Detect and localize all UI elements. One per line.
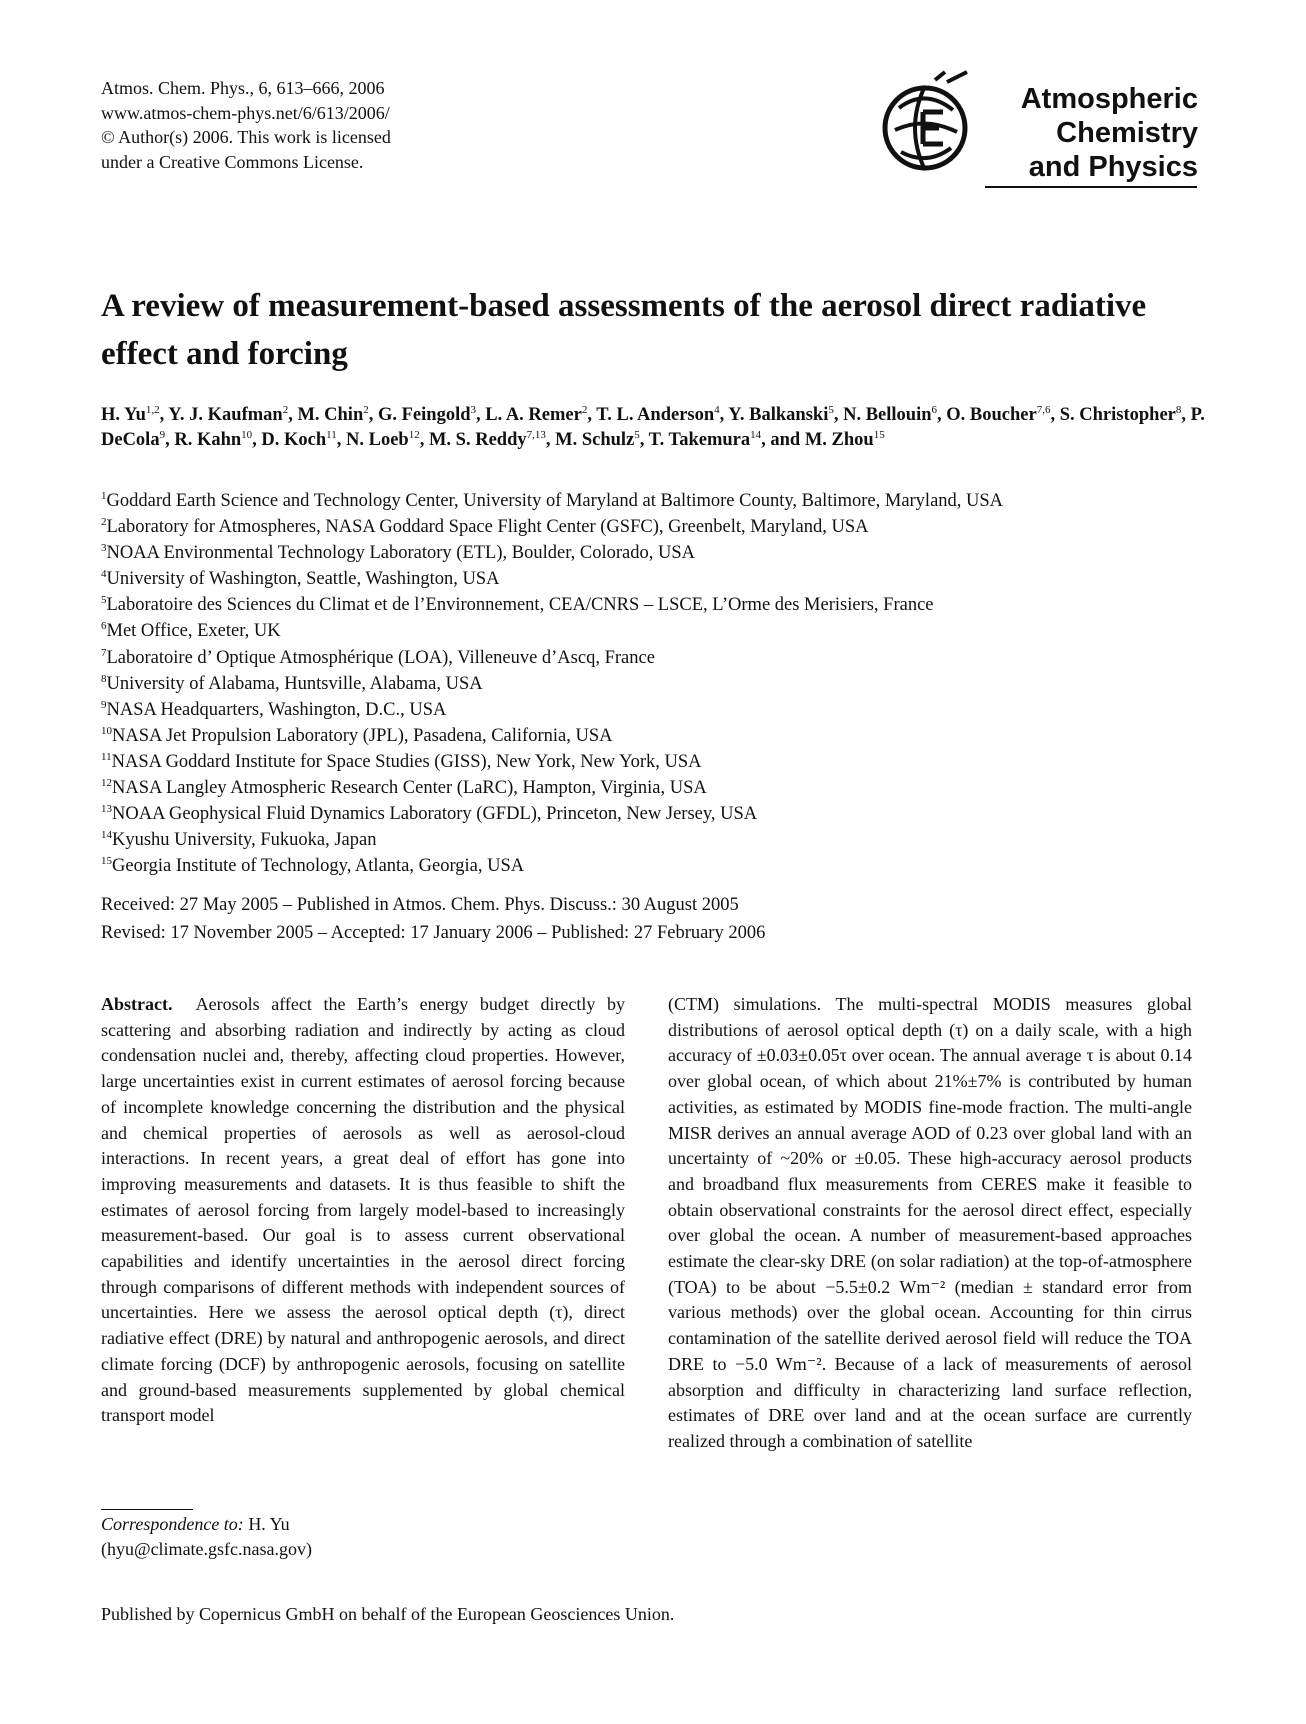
affiliation-text: NOAA Environmental Technology Laboratory (ETL), Boulder, Colorado, USA bbox=[106, 543, 695, 564]
author-affiliation-marker: 3 bbox=[470, 403, 476, 416]
journal-name-line: Chemistry bbox=[1056, 117, 1198, 149]
author-affiliation-marker: 4 bbox=[714, 403, 720, 416]
author-name: R. Kahn bbox=[174, 430, 242, 450]
affiliation-item bbox=[101, 645, 1211, 671]
affiliation-item bbox=[101, 618, 1211, 644]
affiliation-text: NASA Headquarters, Washington, D.C., USA bbox=[106, 699, 447, 720]
author-separator: , bbox=[165, 430, 175, 450]
correspondence-footnote bbox=[101, 1512, 601, 1562]
affiliation-number: 1 bbox=[101, 489, 107, 502]
author-separator: , bbox=[476, 405, 486, 425]
affiliation-text: Laboratoire des Sciences du Climat et de l’Environnement, CEA/CNRS – LSCE, L’Orme des Merisiers, France bbox=[106, 595, 934, 616]
author-affiliation-marker: 2 bbox=[363, 403, 369, 416]
author-separator: , bbox=[545, 430, 556, 450]
affiliation-text: Georgia Institute of Technology, Atlanta, Georgia, USA bbox=[112, 856, 525, 877]
author-name: N. Loeb bbox=[346, 430, 409, 450]
affiliation-text: Laboratoire d’ Optique Atmosphérique (LOA), Villeneuve d’Ascq, France bbox=[106, 647, 655, 668]
author-affiliation-marker: 2 bbox=[581, 403, 588, 416]
affiliation-text: Kyushu University, Fukuoka, Japan bbox=[112, 830, 377, 851]
author-separator: , bbox=[937, 405, 947, 425]
author-affiliation-marker: 5 bbox=[634, 428, 640, 441]
affiliation-item bbox=[101, 540, 1211, 566]
author-separator: , and bbox=[761, 430, 805, 450]
affiliation-text: University of Alabama, Huntsville, Alabama, USA bbox=[106, 673, 483, 694]
author-name: H. Yu bbox=[101, 405, 146, 425]
author-separator: , bbox=[719, 405, 729, 425]
author-list bbox=[101, 403, 1211, 453]
author-affiliation-marker: 10 bbox=[241, 428, 253, 441]
author-name: T. L. Anderson bbox=[596, 405, 715, 425]
citation-line: Atmos. Chem. Phys., 6, 613–666, 2006 bbox=[101, 78, 385, 98]
egu-globe-logo-icon bbox=[875, 68, 983, 186]
author-separator: , bbox=[336, 430, 346, 450]
author-name: L. A. Remer bbox=[485, 405, 582, 425]
affiliation-item bbox=[101, 566, 1211, 592]
author-affiliation-marker: 14 bbox=[750, 428, 762, 441]
logo-divider bbox=[985, 186, 1197, 188]
author-affiliation-marker: 15 bbox=[873, 428, 885, 441]
affiliation-text: NASA Langley Atmospheric Research Center (LaRC), Hampton, Virginia, USA bbox=[112, 778, 707, 799]
affiliation-item bbox=[101, 723, 1211, 749]
affiliation-item bbox=[101, 775, 1211, 801]
affiliation-item bbox=[101, 697, 1211, 723]
journal-name bbox=[983, 82, 1198, 184]
publication-dates bbox=[101, 891, 1211, 947]
abstract-paragraph bbox=[101, 992, 625, 1429]
abstract-text-left: Aerosols affect the Earth’s energy budget directly by scattering and absorbing radiation and indirectly by acting as cloud condensation nuclei and, thereby, affecting cloud properties. However, large uncertainties exist in current estimates of aerosol forcing because of incomplete knowledge concerning the distribution and the physical and chemical properties of aerosols as well as aerosol-cloud interactions. In recent years, a great deal of effort has gone into improving measurements and datasets. It is thus feasible to shift the estimates of aerosol forcing from largely model-based to increasingly measurement-based. Our goal is to assess current observational capabilities and identify uncertainties in the aerosol direct forcing through comparisons of different methods with independent sources of uncertainties. Here we assess the aerosol optical depth (τ), direct radiative effect (DRE) by natural and anthropogenic aerosols, and direct climate forcing (DCF) by anthropogenic aerosols, focusing on satellite and ground-based measurements supplemented by global chemical transport model bbox=[101, 994, 626, 1426]
affiliation-text: NASA Jet Propulsion Laboratory (JPL), Pasadena, California, USA bbox=[112, 725, 613, 746]
author-separator: , bbox=[159, 405, 169, 425]
affiliation-number: 10 bbox=[101, 724, 112, 737]
affiliation-number: 5 bbox=[101, 594, 107, 607]
author-separator: , bbox=[288, 405, 298, 425]
author-name: D. Koch bbox=[261, 430, 327, 450]
author-affiliation-marker: 7,6 bbox=[1036, 403, 1051, 416]
correspondence-name: H. Yu bbox=[243, 1514, 290, 1534]
abstract-label: Abstract. bbox=[101, 994, 173, 1014]
footnote-divider bbox=[101, 1509, 193, 1510]
affiliation-number: 9 bbox=[101, 698, 107, 711]
affiliation-text: University of Washington, Seattle, Washington, USA bbox=[106, 569, 500, 590]
affiliation-text: NASA Goddard Institute for Space Studies (GISS), New York, New York, USA bbox=[111, 751, 702, 772]
abstract-text-right: (CTM) simulations. The multi-spectral MODIS measures global distributions of aerosol optical depth (τ) on a daily scale, with a high accuracy of ±0.03±0.05τ over ocean. The annual average τ is about 0.14 over global ocean, of which about 21%±7% is contributed by human activities, as estimated by MODIS fine-mode fraction. The multi-angle MISR derives an annual average AOD of 0.23 over global land with an uncertainty of ~20% or ±0.05. These high-accuracy aerosol products and broadband flux measurements from CERES make it feasible to obtain observational constraints for the aerosol direct effect, especially over global the ocean. A number of measurement-based approaches estimate the clear-sky DRE (on solar radiation) at the top-of-atmosphere (TOA) to be about −5.5±0.2 Wm⁻² (median ± standard error from various methods) over the global ocean. Accounting for thin cirrus contamination of the satellite derived aerosol field will reduce the TOA DRE to −5.0 Wm⁻². Because of a lack of measurements of aerosol absorption and difficulty in characterizing land surface reflection, estimates of DRE over land and at the ocean surface are currently realized through a combination of satellite bbox=[668, 994, 1192, 1451]
author-separator: , bbox=[252, 430, 262, 450]
affiliation-number: 11 bbox=[101, 750, 112, 763]
correspondence-email[interactable]: (hyu@climate.gsfc.nasa.gov) bbox=[101, 1539, 313, 1559]
author-affiliation-marker: 2 bbox=[282, 403, 289, 416]
affiliation-item bbox=[101, 749, 1211, 775]
author-separator: , bbox=[1181, 405, 1191, 425]
affiliation-number: 13 bbox=[101, 802, 112, 815]
author-name: G. Feingold bbox=[377, 405, 471, 425]
abstract-right-column bbox=[668, 992, 1192, 1455]
correspondence-label: Correspondence to: bbox=[101, 1514, 244, 1534]
author-affiliation-marker: 9 bbox=[159, 428, 166, 441]
author-affiliation-marker: 12 bbox=[408, 428, 420, 441]
affiliation-number: 14 bbox=[101, 829, 112, 842]
affiliation-item bbox=[101, 488, 1211, 514]
author-affiliation-marker: 6 bbox=[931, 403, 938, 416]
affiliation-item bbox=[101, 592, 1211, 618]
author-separator: , bbox=[368, 405, 378, 425]
affiliation-text: NOAA Geophysical Fluid Dynamics Laboratory (GFDL), Princeton, New Jersey, USA bbox=[112, 804, 758, 825]
author-separator: , bbox=[639, 430, 649, 450]
author-separator: , bbox=[419, 430, 429, 450]
journal-name-line: Atmospheric bbox=[1020, 83, 1198, 115]
citation-line: under a Creative Commons License. bbox=[101, 151, 364, 172]
citation-block bbox=[101, 76, 501, 174]
author-affiliation-marker: 1,2 bbox=[145, 403, 160, 416]
affiliation-text: Goddard Earth Science and Technology Center, University of Maryland at Baltimore County, Baltimore, Maryland, USA bbox=[106, 491, 1004, 511]
affiliation-number: 8 bbox=[101, 672, 107, 685]
author-name: M. Zhou bbox=[804, 430, 874, 450]
citation-url[interactable]: www.atmos-chem-phys.net/6/613/2006/ bbox=[101, 102, 390, 123]
affiliation-item bbox=[101, 801, 1211, 827]
affiliation-text: Met Office, Exeter, UK bbox=[106, 621, 281, 642]
author-name: P. DeCola bbox=[101, 405, 1205, 450]
affiliation-number: 2 bbox=[101, 515, 107, 528]
affiliation-item bbox=[101, 671, 1211, 697]
journal-logo bbox=[875, 68, 1205, 186]
author-separator: , bbox=[833, 405, 844, 425]
revised-accepted-line: Revised: 17 November 2005 – Accepted: 17 January 2006 – Published: 27 February 2006 bbox=[101, 923, 766, 943]
abstract-left-column bbox=[101, 992, 625, 1429]
author-name: O. Boucher bbox=[946, 405, 1037, 425]
author-name: M. Chin bbox=[297, 405, 364, 425]
received-published-line: Received: 27 May 2005 – Published in Atmos. Chem. Phys. Discuss.: 30 August 2005 bbox=[101, 895, 739, 915]
author-name: M. S. Reddy bbox=[428, 430, 527, 450]
affiliation-number: 4 bbox=[101, 568, 107, 581]
affiliation-number: 6 bbox=[101, 620, 107, 633]
paper-title: A review of measurement-based assessments of the aerosol direct radiative effect and forcing bbox=[101, 288, 1147, 372]
affiliation-item bbox=[101, 514, 1211, 540]
affiliation-number: 3 bbox=[101, 542, 107, 555]
author-affiliation-marker: 5 bbox=[828, 403, 834, 416]
affiliation-number: 7 bbox=[101, 646, 107, 659]
author-separator: , bbox=[1050, 405, 1060, 425]
author-name: N. Bellouin bbox=[843, 405, 932, 425]
author-name: S. Christopher bbox=[1059, 405, 1176, 425]
author-separator: , bbox=[587, 405, 597, 425]
author-affiliation-marker: 11 bbox=[326, 428, 337, 441]
affiliation-item bbox=[101, 827, 1211, 853]
author-name: M. Schulz bbox=[555, 430, 635, 450]
affiliation-item bbox=[101, 853, 1211, 879]
affiliation-text: Laboratory for Atmospheres, NASA Goddard Space Flight Center (GSFC), Greenbelt, Maryland, USA bbox=[106, 517, 869, 538]
author-name: Y. Balkanski bbox=[728, 405, 829, 425]
author-affiliation-marker: 7,13 bbox=[526, 428, 546, 441]
affiliation-list bbox=[101, 488, 1211, 879]
citation-line: © Author(s) 2006. This work is licensed bbox=[101, 127, 391, 147]
publisher-footer: Published by Copernicus GmbH on behalf of the European Geosciences Union. bbox=[101, 1604, 675, 1624]
author-name: T. Takemura bbox=[648, 430, 751, 450]
author-affiliation-marker: 8 bbox=[1175, 403, 1182, 416]
affiliation-number: 15 bbox=[101, 855, 112, 868]
author-name: Y. J. Kaufman bbox=[168, 405, 283, 425]
affiliation-number: 12 bbox=[101, 776, 112, 789]
journal-name-line: and Physics bbox=[1028, 151, 1198, 183]
